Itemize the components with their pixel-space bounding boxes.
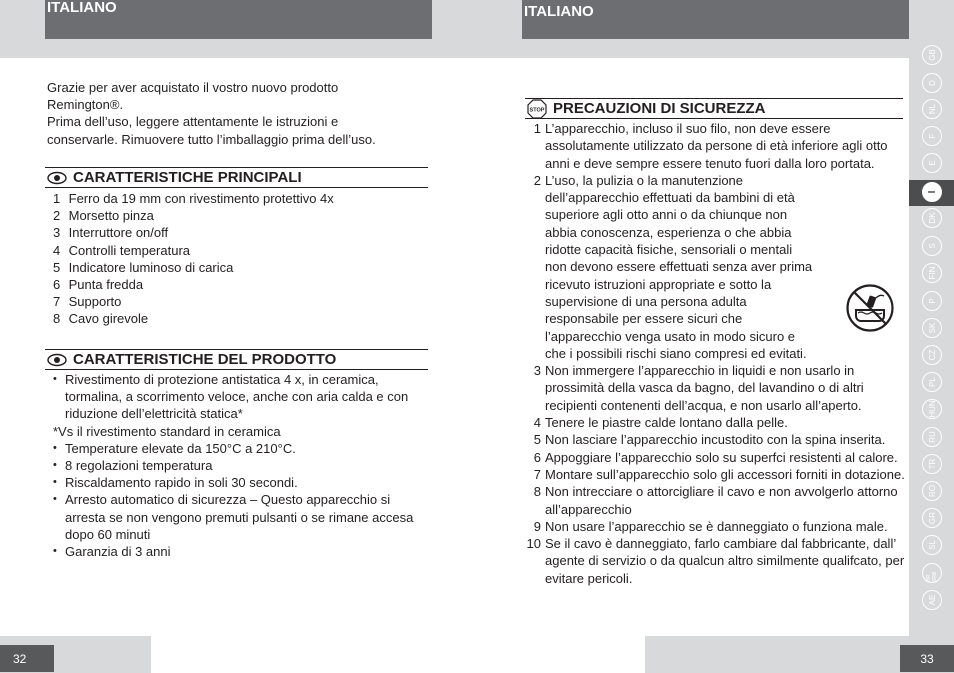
- intro-line: conservarle. Rimuovere tutto l’imballaggio prima dell’uso.: [47, 131, 376, 147]
- eye-icon: [47, 353, 67, 367]
- language-tab-i[interactable]: I: [922, 182, 942, 202]
- language-tab-dk[interactable]: DK: [922, 208, 942, 228]
- list-item: 5 Non lasciare l’apparecchio incustodito con la spina inserita.: [533, 432, 886, 448]
- list-item: 1 Ferro da 19 mm con rivestimento protettivo 4x: [53, 191, 334, 206]
- language-tab-tr[interactable]: TR: [922, 454, 942, 474]
- list-item: • 8 regolazioni temperatura: [53, 457, 431, 474]
- stop-icon: [527, 102, 547, 116]
- list-item: • Rivestimento di protezione antistatica 4 x, in ceramica, tormalina, a scorrimento veloce, anche con aria calda e con riduzione dell’elettricità statica*: [53, 371, 431, 423]
- features-title-text: CARATTERISTICHE PRINCIPALI: [73, 169, 302, 186]
- list-item: 8 Non intrecciare o attorcigliare il cavo e non avvolgerlo attorno all’apparecchio: [533, 484, 898, 517]
- features-list: [53, 190, 423, 328]
- footnote: *Vs il rivestimento standard in ceramica: [53, 423, 281, 439]
- intro-paragraph: [47, 79, 427, 148]
- list-item: 7 Supporto: [53, 294, 122, 310]
- product-title-text: CARATTERISTICHE DEL PRODOTTO: [73, 351, 337, 368]
- language-tab-fin[interactable]: FIN: [922, 263, 942, 283]
- list-item: 3 Non immergere l’apparecchio in liquidi e non usarlo in prossimità della vasca da bagno, del lavandino o di altri recipienti contenenti dell’acqua, e non usarlo all’aperto.: [533, 363, 864, 413]
- language-tab-ru[interactable]: RU: [922, 427, 942, 447]
- safety-title-text: PRECAUZIONI DI SICUREZZA: [553, 100, 766, 117]
- intro-line: Remington®.: [47, 97, 124, 113]
- list-item: • Temperature elevate da 150°C a 210°C.: [53, 440, 431, 457]
- list-item: 3 Interruttore on/off: [53, 225, 169, 241]
- list-item: 5 Indicatore luminoso di carica: [53, 259, 234, 275]
- list-item: 4 Tenere le piastre calde lontano dalla pelle.: [533, 415, 788, 431]
- list-item: 6 Appoggiare l’apparecchio solo su superfci resistenti al calore.: [533, 449, 898, 465]
- language-tab-sk[interactable]: SK: [922, 318, 942, 338]
- list-item: 7 Montare sull’apparecchio solo gli accessori forniti in dotazione.: [533, 466, 905, 482]
- no-bath-water-warning-icon: [846, 284, 894, 332]
- language-tab-e[interactable]: E: [922, 153, 942, 173]
- language-tab-f[interactable]: F: [922, 126, 942, 146]
- language-tab-hr-srb[interactable]: HR SRB: [922, 563, 942, 583]
- list-item: 1 L’apparecchio, incluso il suo filo, non deve essere assolutamente utilizzato da persone di età inferiore agli otto anni e deve sempre essere tenuto fuori dalla loro portata.: [533, 121, 888, 171]
- language-tab-p[interactable]: P: [922, 291, 942, 311]
- list-item: 2 L’uso, la pulizia o la manutenzione dell’apparecchio effettuati da bambini di età superiore agli otto anni o da chiunque non abbia conoscenza, esperienza o che abbia ridotte capacità fisiche, sensoriali o mentali non devono essere effettuati senza aver prima ricevuto istruzioni appropriate e sotto la supervisione di una persona adulta responsabile per essere sicuri che l’apparecchio venga usato in modo sicuro e che i possibili rischi siano compresi ed evitati.: [533, 172, 813, 361]
- safety-section-title: [525, 98, 903, 119]
- intro-line: Prima dell’uso, leggere attentamente le istruzioni e: [47, 114, 339, 130]
- stop-icon-text: STOP: [529, 107, 545, 113]
- list-item: 6 Punta fredda: [53, 277, 144, 293]
- language-tab-d[interactable]: D: [922, 73, 942, 93]
- language-tab-s[interactable]: S: [922, 236, 942, 256]
- list-item: 2 Morsetto pinza: [53, 208, 154, 224]
- features-section-title: [45, 167, 428, 188]
- language-tab-cz[interactable]: CZ: [922, 345, 942, 365]
- language-tab-ro[interactable]: RO: [922, 481, 942, 501]
- list-item: 4 Controlli temperatura: [53, 242, 191, 258]
- safety-list: [525, 120, 905, 587]
- language-tab-pl[interactable]: PL: [922, 372, 942, 392]
- product-section-title: [45, 349, 428, 370]
- list-item: • Riscaldamento rapido in soli 30 secondi.: [53, 474, 431, 491]
- language-tab-gb[interactable]: GB: [922, 45, 942, 65]
- list-item: 10 Se il cavo è danneggiato, farlo cambiare dal fabbricante, dall’ agente di servizio o da qualcun altro similmente qualifcato, per evitare pericoli.: [526, 536, 905, 586]
- left-page-header: ITALIANO: [45, 0, 432, 39]
- product-features-list: [53, 371, 431, 560]
- list-item: • Garanzia di 3 anni: [53, 543, 431, 560]
- language-tab-ae[interactable]: AE: [922, 590, 942, 610]
- list-item: 9 Non usare l’apparecchio se è danneggiato o funziona male.: [533, 518, 888, 534]
- language-tab-nl[interactable]: NL: [922, 99, 942, 119]
- right-page-header: ITALIANO: [522, 0, 909, 39]
- language-tab-gr[interactable]: GR: [922, 508, 942, 528]
- list-item: 8 Cavo girevole: [53, 311, 149, 327]
- eye-icon: [47, 171, 67, 185]
- list-item: • Arresto automatico di sicurezza – Questo apparecchio si arresta se non vengono premuti pulsanti o se rimane accesa dopo 60 minuti: [53, 491, 431, 543]
- page-number-left: 32: [0, 645, 54, 672]
- page-number-right: 33: [900, 645, 954, 672]
- language-tab-sl[interactable]: SL: [922, 535, 942, 555]
- language-tab-hun[interactable]: HUN: [922, 399, 942, 419]
- intro-line: Grazie per aver acquistato il vostro nuovo prodotto: [47, 80, 339, 95]
